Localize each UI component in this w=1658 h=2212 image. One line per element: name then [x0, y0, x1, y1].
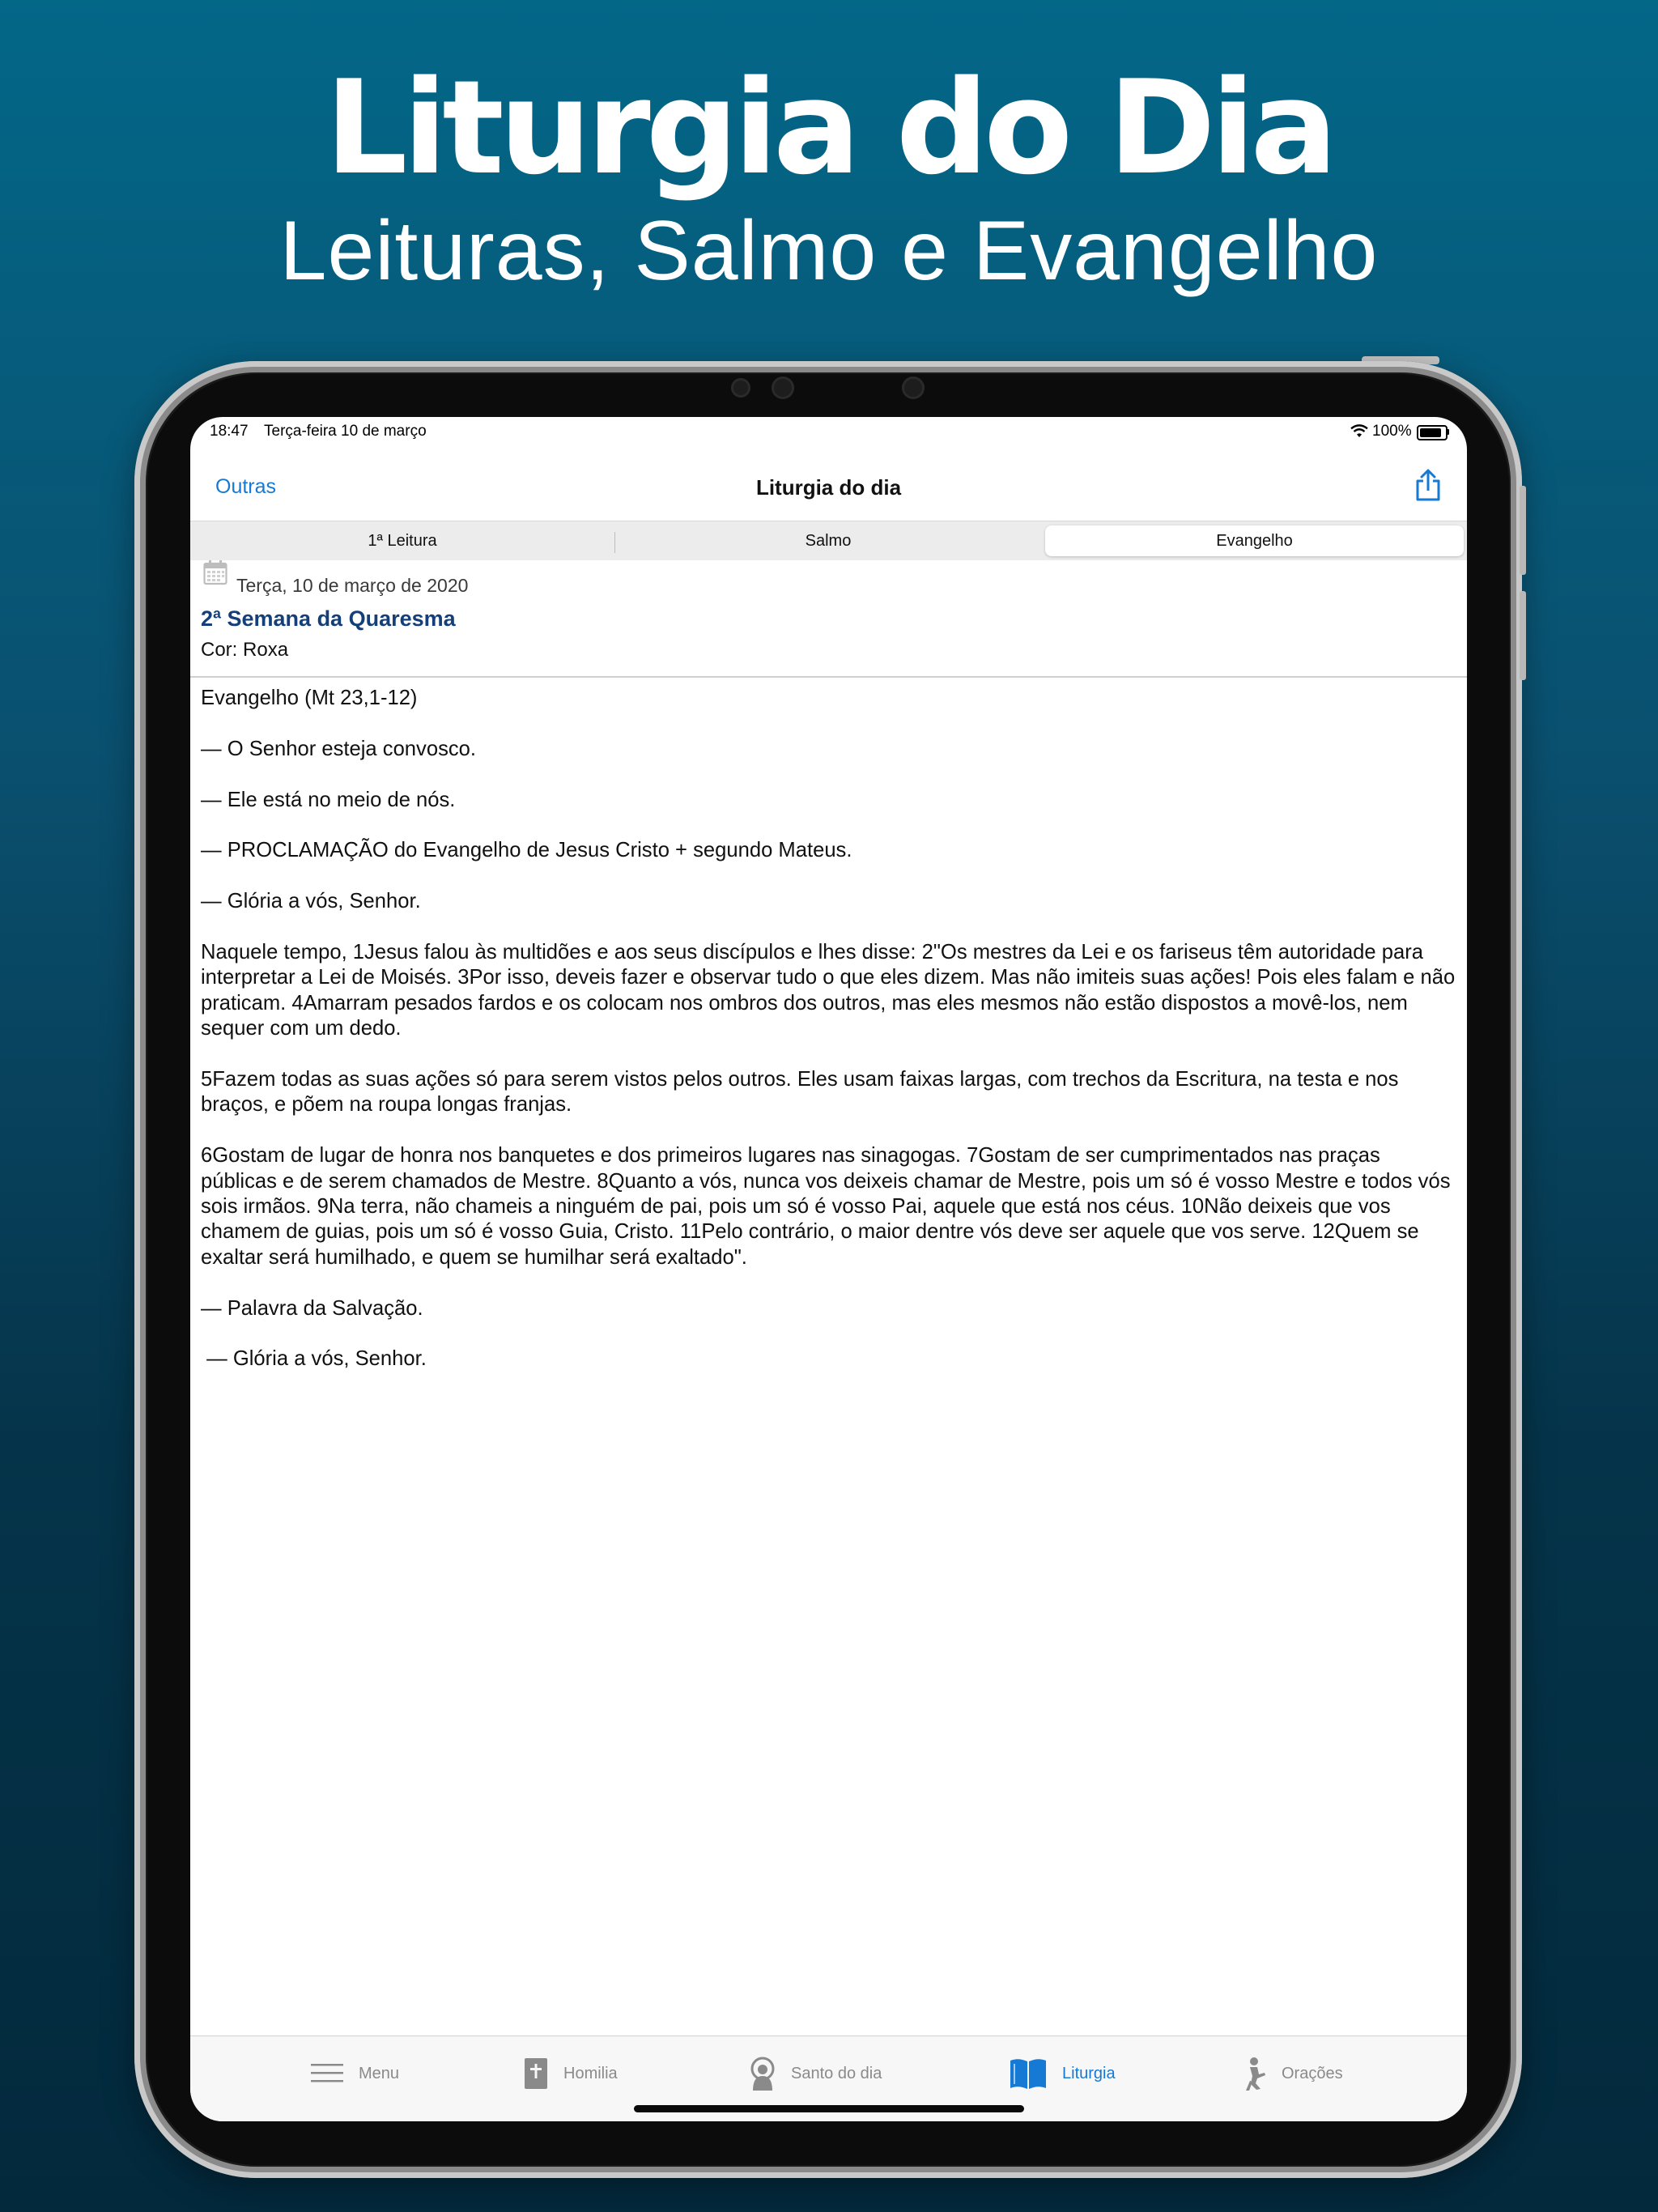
status-date: Terça-feira 10 de março [264, 423, 427, 440]
bible-icon [523, 2057, 549, 2090]
battery-percent: 100% [1372, 423, 1412, 440]
calendar-icon [203, 559, 227, 585]
status-bar [190, 417, 1467, 449]
tab-saint-label: Santo do dia [791, 2064, 882, 2082]
status-time: 18:47 [210, 423, 249, 440]
tab-first-reading[interactable]: 1ª Leitura [368, 532, 437, 550]
camera-icon [772, 376, 794, 399]
tab-menu[interactable] [310, 2057, 399, 2090]
reading-paragraph: Evangelho (Mt 23,1-12) [201, 687, 418, 709]
camera-icon [902, 376, 925, 399]
reading-paragraph: Naquele tempo, 1Jesus falou às multidões e aos seus discípulos e lhes disse: 2"Os mestres da Lei e os fariseus têm autoridade para interpretar a Lei de Moisés. 3Por isso, deveis fazer e observar tudo o que eles dizem. Mas não imiteis suas ações! Pois eles falam e não praticam. 4Amarram pesados fardos e os colocam nos ombros dos outros, mas eles mesmos não estão dispostos a movê-los, nem sequer com um dedo. [201, 940, 1456, 1040]
battery-icon [1417, 425, 1448, 440]
header-divider [190, 676, 1467, 678]
navigation-bar [190, 449, 1467, 521]
reading-paragraph: — PROCLAMAÇÃO do Evangelho de Jesus Cristo + segundo Mateus. [201, 839, 852, 862]
camera-icon [731, 378, 750, 398]
tab-menu-label: Menu [359, 2064, 400, 2082]
praying-icon [1243, 2057, 1267, 2091]
liturgical-week: 2ª Semana da Quaresma [201, 606, 456, 631]
tab-liturgy-label: Liturgia [1062, 2064, 1116, 2082]
reading-paragraph: 5Fazem todas as suas ações só para serem vistos pelos outros. Eles usam faixas largas, com trechos da Escritura, na testa e nos braços, e põem na roupa longas franjas. [201, 1068, 1399, 1117]
other-liturgies-button[interactable]: Outras [215, 475, 277, 498]
menu-icon [310, 2061, 344, 2086]
device-volume-up-button [1520, 486, 1526, 575]
promo-subtitle: Leituras, Salmo e Evangelho [279, 204, 1379, 298]
tab-homily-label: Homilia [563, 2064, 618, 2082]
reading-paragraph: — Ele está no meio de nós. [201, 788, 456, 811]
reading-paragraph: — Glória a vós, Senhor. [201, 1347, 427, 1371]
saint-icon [749, 2057, 776, 2091]
open-book-icon [1009, 2057, 1048, 2090]
page-title: Liturgia do dia [755, 475, 902, 500]
wifi-icon [1350, 424, 1369, 439]
home-indicator[interactable] [634, 2105, 1024, 2112]
reading-paragraph: — Glória a vós, Senhor. [201, 890, 421, 913]
tab-psalm[interactable]: Salmo [805, 532, 852, 550]
app-screen [190, 417, 1467, 2121]
tab-saint-of-day[interactable] [749, 2057, 882, 2090]
tab-prayers-label: Orações [1282, 2064, 1343, 2082]
device-volume-down-button [1520, 591, 1526, 680]
reading-paragraph: 6Gostam de lugar de honra nos banquetes e dos primeiros lugares nas sinagogas. 7Gostam de ser cumprimentados nas praças públicas e de serem chamados de Mestre. 8Quanto a vós, nunca vos deixeis chamar de Mestre, pois um só é vosso Mestre e todos vós sois irmãos. 9Na terra, não chameis a ninguém de pai, pois um só é vosso Pai, aquele que está nos céus. 10Não deixeis que vos chamem de guias, pois um só é vosso Guia, Cristo. 11Pelo contrário, o maior dentre vós deve ser aquele que vos serve. 12Quem se exaltar será humilhado, e quem se humilhar será exaltado". [201, 1144, 1451, 1269]
liturgy-date: Terça, 10 de março de 2020 [236, 575, 469, 596]
tab-homily[interactable] [523, 2057, 618, 2090]
tab-prayers[interactable] [1243, 2057, 1343, 2090]
reading-segmented-control [190, 521, 1467, 560]
share-icon[interactable] [1414, 469, 1442, 503]
gospel-reading-text [201, 686, 1460, 1397]
tab-gospel[interactable]: Evangelho [1045, 525, 1464, 556]
tab-liturgy[interactable] [1009, 2057, 1116, 2090]
reading-paragraph: — O Senhor esteja convosco. [201, 737, 477, 760]
reading-paragraph: — Palavra da Salvação. [201, 1296, 423, 1320]
liturgical-color: Cor: Roxa [201, 639, 289, 661]
promo-title: Liturgia do Dia [325, 52, 1333, 203]
